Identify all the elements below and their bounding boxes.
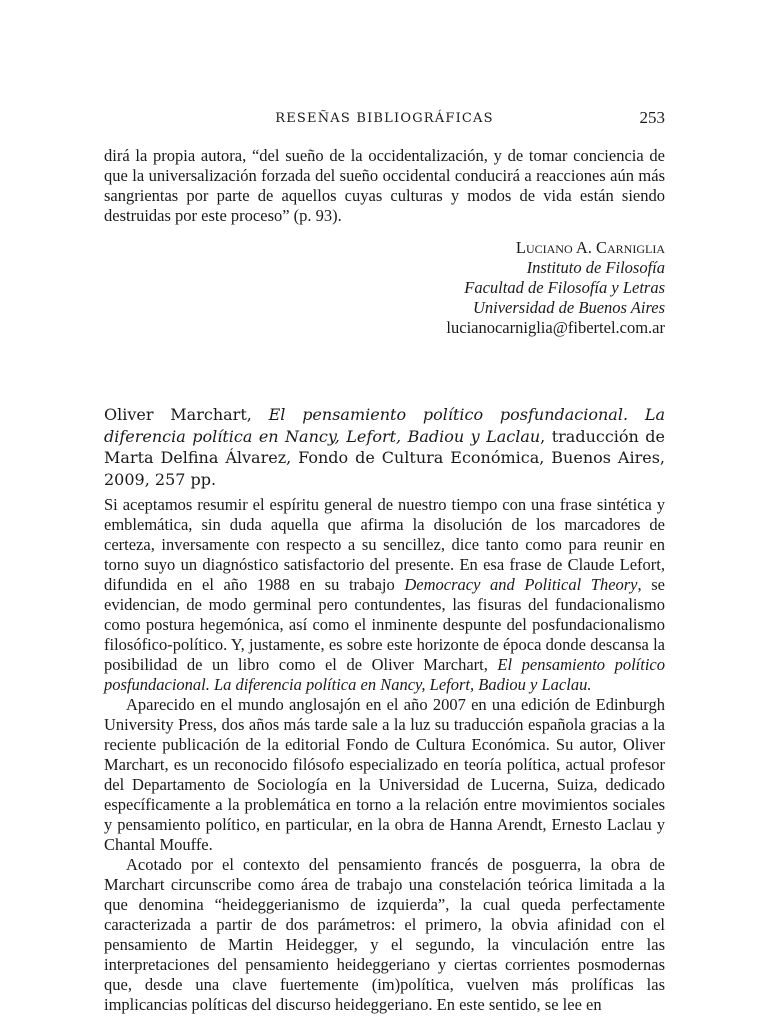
reviewer-faculty: Facultad de Filosofía y Letras — [464, 278, 665, 297]
review-paragraph-1: Si aceptamos resumir el espíritu general de nuestro tiempo con una frase sintética y emblemática, sin duda aquella que afirma la disolución de los marcadores de certeza, inversamente con respecto a su sencillez, dice tanto como para reunir en torno suyo un diagnóstico satisfactorio del presente. En esa frase de Claude Lefort, difundida en el año 1988 en su trabajo Democracy and Political Theory, se evidencian, de modo germinal pero contundentes, las fisuras del fundacionalismo como postura hegemónica, así como el inminente despunte del posfundacionalismo filosófico-político. Y, justamente, es sobre este horizonte de época donde descansa la posibilidad de un libro como el de Oliver Marchart, El pensamiento político posfundacional. La diferencia política en Nancy, Lefort, Badiou y Laclau. — [104, 495, 666, 694]
book-author: Oliver Marchart, — [104, 405, 269, 424]
book-title: El pensamiento político posfundacional. La diferencia política en Nancy, Lefort, Badiou y Laclau — [104, 405, 665, 446]
reviewer-institute: Instituto de Filosofía — [526, 258, 665, 277]
reviewer-university: Universidad de Buenos Aires — [472, 298, 665, 317]
review-paragraph-2: Aparecido en el mundo anglosajón en el año 2007 en una edición de Edinburgh University Press, dos años más tarde sale a la luz su traducción española gracias a la reciente publicación de la editorial Fondo de Cultura Económica. Su autor, Oliver Marchart, es un reconocido filósofo especializado en teoría política, actual profesor del Departamento de Sociología en la Universidad de Lucerna, Suiza, dedicado específicamente a la problemática en torno a la relación entre movimientos sociales y pensamiento político, en particular, en la obra de Hanna Arendt, Ernesto Laclau y Chantal Mouffe. — [104, 695, 665, 854]
previous-review-closing — [104, 146, 665, 226]
page-number: 253 — [639, 108, 665, 127]
book-details: , traducción de Marta Delfina Álvarez, Fondo de Cultura Económica, Buenos Aires, 2009, 257 pp. — [104, 426, 665, 489]
reviewer-name: Luciano A. Carniglia — [515, 238, 665, 257]
reviewer-email: lucianocarniglia@fibertel.com.ar — [446, 318, 665, 337]
closing-paragraph: dirá la propia autora, “del sueño de la occidentalización, y de tomar conciencia de que la universalización forzada del sueño occidental conducirá a reacciones aún más sangrientas por parte de aquellos cuyas culturas y modos de vida están siendo destruidas por este proceso” (p. 93). — [104, 146, 665, 225]
book-reference — [104, 404, 665, 490]
page-header — [104, 108, 665, 130]
reviewer-signature — [300, 238, 665, 338]
review-paragraph-3: Acotado por el contexto del pensamiento francés de posguerra, la obra de Marchart circunscribe como área de trabajo una constelación teórica limitada a la que denomina “heideggerianismo de izquierda”, la cual queda perfectamente caracterizada a partir de dos parámetros: el primero, la obvia afinidad con el pensamiento de Martin Heidegger, y el segundo, la vinculación entre las interpretaciones del pensamiento heideggeriano y ciertas corrientes posmodernas que, desde una clave fuertemente (im)política, vuelven más prolíficas las implicancias políticas del discurso heideggeriano. En este sentido, se lee en — [104, 855, 665, 1014]
running-head: RESEÑAS BIBLIOGRÁFICAS — [275, 111, 494, 126]
review-body — [104, 495, 665, 1015]
